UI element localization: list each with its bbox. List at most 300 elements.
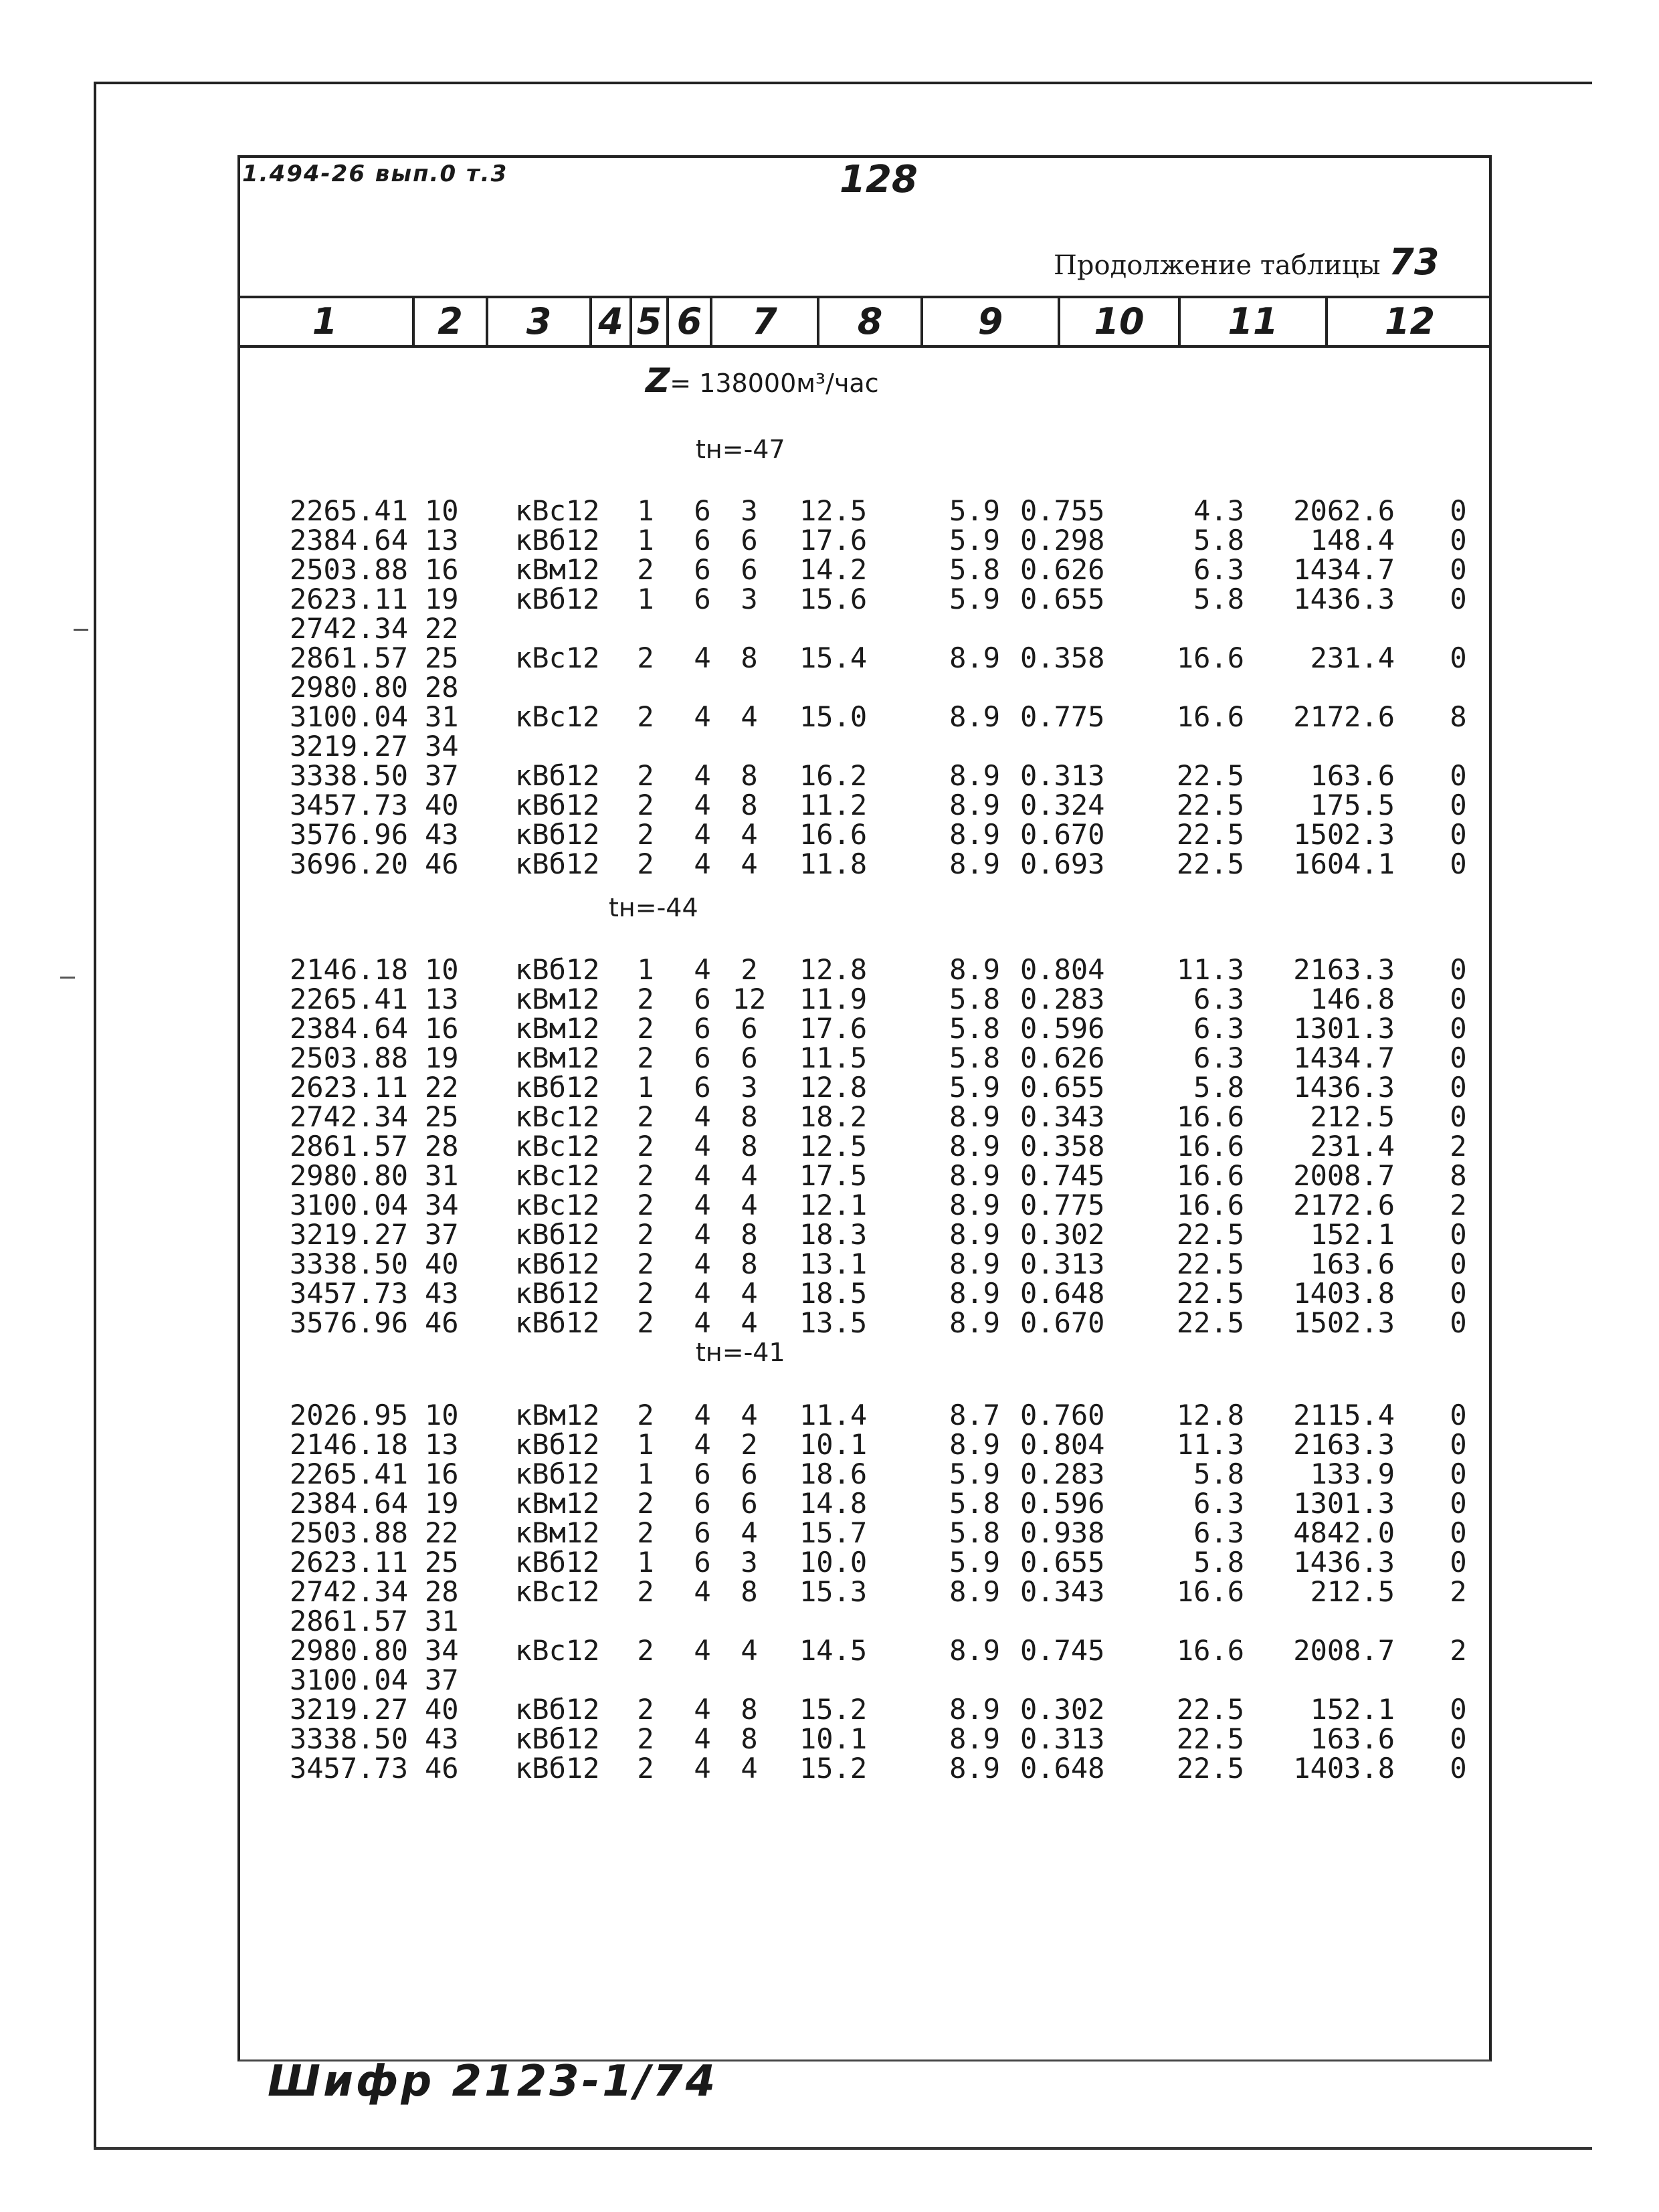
table-cell-col-5: 4 bbox=[694, 1189, 711, 1221]
table-cell-col-10: 6.3 bbox=[1193, 1012, 1244, 1045]
table-cell-col-8: 5.9 bbox=[949, 1546, 1000, 1579]
table-cell-col-11: 152.1 bbox=[1310, 1693, 1395, 1726]
table-cell-col-2: 25 bbox=[425, 1546, 459, 1579]
table-cell-col-10: 22.5 bbox=[1176, 1752, 1244, 1785]
table-cell-col-4: 1 bbox=[637, 583, 654, 615]
table-cell-col-10: 16.6 bbox=[1176, 1634, 1244, 1667]
table-cell-col-9: 0.648 bbox=[1020, 1752, 1105, 1785]
table-cell-col-6: 4 bbox=[741, 1752, 758, 1785]
table-cell-col-7: 14.5 bbox=[799, 1634, 868, 1667]
table-cell-col-11: 2008.7 bbox=[1293, 1159, 1395, 1192]
table-cell-col-5: 6 bbox=[694, 494, 711, 527]
table-cell-col-1: 2503.88 bbox=[289, 1516, 408, 1549]
table-cell-col-9: 0.670 bbox=[1020, 1306, 1105, 1339]
table-row bbox=[0, 1430, 1659, 1460]
table-cell-col-1: 2623.11 bbox=[289, 583, 408, 615]
table-cell-col-12: 0 bbox=[1450, 1752, 1467, 1785]
table-cell-col-5: 6 bbox=[694, 524, 711, 557]
table-cell-col-10: 5.8 bbox=[1193, 1457, 1244, 1490]
table-cell-col-7: 10.0 bbox=[799, 1546, 868, 1579]
table-cell-col-8: 8.9 bbox=[949, 1277, 1000, 1310]
table-cell-col-3: кВс12 bbox=[515, 1159, 600, 1192]
table-cell-col-7: 12.8 bbox=[799, 953, 868, 986]
table-cell-col-10: 22.5 bbox=[1176, 1693, 1244, 1726]
flow-rate-heading bbox=[646, 361, 879, 400]
table-cell-col-5: 4 bbox=[694, 1752, 711, 1785]
table-cell-col-7: 10.1 bbox=[799, 1428, 868, 1461]
table-cell-col-3: кВб12 bbox=[515, 1457, 600, 1490]
table-cell-col-2: 40 bbox=[425, 1693, 459, 1726]
table-cell-col-1: 3696.20 bbox=[289, 847, 408, 880]
table-row bbox=[0, 555, 1659, 585]
table-cell-col-8: 8.9 bbox=[949, 847, 1000, 880]
table-cell-col-9: 0.775 bbox=[1020, 700, 1105, 733]
table-cell-col-12: 0 bbox=[1450, 1722, 1467, 1755]
table-cell-col-8: 8.9 bbox=[949, 1634, 1000, 1667]
table-number: 73 bbox=[1389, 241, 1440, 283]
table-cell-col-9: 0.596 bbox=[1020, 1012, 1105, 1045]
table-cell-col-9: 0.775 bbox=[1020, 1189, 1105, 1221]
table-cell-col-7: 15.6 bbox=[799, 583, 868, 615]
table-cell-col-9: 0.655 bbox=[1020, 1546, 1105, 1579]
table-cell-col-10: 16.6 bbox=[1176, 1100, 1244, 1133]
table-cell-col-3: кВс12 bbox=[515, 1130, 600, 1163]
table-cell-col-5: 6 bbox=[694, 983, 711, 1015]
table-row bbox=[0, 955, 1659, 985]
table-row bbox=[0, 1577, 1659, 1607]
table-cell-col-9: 0.313 bbox=[1020, 759, 1105, 792]
table-cell-col-1: 2623.11 bbox=[289, 1546, 408, 1579]
table-row bbox=[0, 526, 1659, 555]
table-cell-col-9: 0.302 bbox=[1020, 1693, 1105, 1726]
table-cell-col-4: 1 bbox=[637, 1546, 654, 1579]
table-cell-col-8: 8.9 bbox=[949, 953, 1000, 986]
table-cell-col-2: 43 bbox=[425, 1277, 459, 1310]
table-cell-col-6: 8 bbox=[741, 1130, 758, 1163]
table-cell-col-4: 2 bbox=[637, 641, 654, 674]
table-cell-col-11: 231.4 bbox=[1310, 1130, 1395, 1163]
table-cell-col-6: 2 bbox=[741, 953, 758, 986]
table-cell-col-5: 4 bbox=[694, 1130, 711, 1163]
table-cell-col-7: 11.2 bbox=[799, 789, 868, 821]
table-cell-col-9: 0.745 bbox=[1020, 1159, 1105, 1192]
column-header: 8 bbox=[819, 298, 923, 345]
table-cell-col-11: 1436.3 bbox=[1293, 583, 1395, 615]
table-cell-col-4: 2 bbox=[637, 1218, 654, 1251]
table-cell-col-12: 0 bbox=[1450, 789, 1467, 821]
continuation-text: Продолжение таблицы bbox=[1054, 250, 1381, 281]
table-cell-col-5: 6 bbox=[694, 1012, 711, 1045]
table-cell-col-11: 175.5 bbox=[1310, 789, 1395, 821]
flow-symbol: Z bbox=[646, 361, 670, 400]
table-cell-col-7: 15.4 bbox=[799, 641, 868, 674]
column-header: 1 bbox=[237, 298, 415, 345]
table-cell-col-5: 4 bbox=[694, 1428, 711, 1461]
table-cell-col-8: 8.7 bbox=[949, 1399, 1000, 1431]
table-cell-col-1: 3338.50 bbox=[289, 759, 408, 792]
table-cell-col-10: 22.5 bbox=[1176, 818, 1244, 851]
table-cell-col-3: кВс12 bbox=[515, 1189, 600, 1221]
table-cell-col-6: 6 bbox=[741, 524, 758, 557]
table-cell-col-12: 0 bbox=[1450, 1428, 1467, 1461]
table-cell-col-8: 8.9 bbox=[949, 818, 1000, 851]
table-row bbox=[0, 1724, 1659, 1754]
table-cell-col-3: кВм12 bbox=[515, 1041, 600, 1074]
table-row bbox=[0, 1132, 1659, 1161]
table-cell-col-1: 3219.27 bbox=[289, 1218, 408, 1251]
table-cell-col-3: кВб12 bbox=[515, 583, 600, 615]
table-cell-col-4: 2 bbox=[637, 1159, 654, 1192]
table-cell-col-4: 2 bbox=[637, 1693, 654, 1726]
table-cell-col-3: кВс12 bbox=[515, 641, 600, 674]
table-cell-col-8: 8.9 bbox=[949, 1575, 1000, 1608]
table-cell-col-2: 22 bbox=[425, 1071, 459, 1104]
table-cell-col-11: 163.6 bbox=[1310, 759, 1395, 792]
table-row bbox=[0, 496, 1659, 526]
table-cell-col-7: 15.7 bbox=[799, 1516, 868, 1549]
column-header: 10 bbox=[1060, 298, 1181, 345]
table-cell-col-3: кВб12 bbox=[515, 953, 600, 986]
table-cell-col-6: 6 bbox=[741, 1457, 758, 1490]
table-row bbox=[0, 1457, 1659, 1490]
table-cell-col-5: 4 bbox=[694, 1693, 711, 1726]
table-cell-col-6: 4 bbox=[741, 1189, 758, 1221]
table-cell-col-4: 2 bbox=[637, 1487, 654, 1520]
table-row bbox=[0, 1161, 1659, 1191]
table-cell-col-10: 16.6 bbox=[1176, 1130, 1244, 1163]
table-cell-col-7: 12.1 bbox=[799, 1189, 868, 1221]
table-cell-col-7: 15.2 bbox=[799, 1752, 868, 1785]
table-cell-col-1: 2026.95 bbox=[289, 1399, 408, 1431]
table-cell-col-6: 4 bbox=[741, 1634, 758, 1667]
table-row bbox=[0, 1043, 1659, 1073]
table-cell-col-7: 18.3 bbox=[799, 1218, 868, 1251]
table-cell-col-5: 4 bbox=[694, 847, 711, 880]
table-cell-col-3: кВм12 bbox=[515, 1012, 600, 1045]
section-temperature-label: tн=-44 bbox=[609, 893, 698, 922]
table-row bbox=[0, 614, 1659, 643]
table-cell-col-12: 2 bbox=[1450, 1634, 1467, 1667]
table-cell-col-1: 2146.18 bbox=[289, 953, 408, 986]
flow-value: 138000м³/час bbox=[699, 369, 879, 398]
table-row bbox=[0, 849, 1659, 879]
table-cell-col-3: кВб12 bbox=[515, 1693, 600, 1726]
table-cell-col-10: 22.5 bbox=[1176, 789, 1244, 821]
table-row bbox=[0, 1279, 1659, 1308]
table-cell-col-8: 5.8 bbox=[949, 983, 1000, 1015]
table-cell-col-9: 0.804 bbox=[1020, 1428, 1105, 1461]
table-cell-col-7: 11.9 bbox=[799, 983, 868, 1015]
table-cell-col-8: 5.8 bbox=[949, 1012, 1000, 1045]
table-cell-col-12: 0 bbox=[1450, 1516, 1467, 1549]
table-cell-col-9: 0.343 bbox=[1020, 1575, 1105, 1608]
table-cell-col-11: 2062.6 bbox=[1293, 494, 1395, 527]
table-cell-col-6: 8 bbox=[741, 1218, 758, 1251]
table-cell-col-9: 0.302 bbox=[1020, 1218, 1105, 1251]
table-cell-col-5: 6 bbox=[694, 1516, 711, 1549]
table-cell-col-6: 8 bbox=[741, 759, 758, 792]
table-row bbox=[0, 1308, 1659, 1338]
table-cell-col-9: 0.693 bbox=[1020, 847, 1105, 880]
table-cell-col-2: 34 bbox=[425, 730, 459, 763]
table-cell-col-4: 2 bbox=[637, 1277, 654, 1310]
table-cell-col-11: 163.6 bbox=[1310, 1722, 1395, 1755]
table-cell-col-1: 3338.50 bbox=[289, 1247, 408, 1280]
table-cell-col-3: кВм12 bbox=[515, 1399, 600, 1431]
table-cell-col-3: кВб12 bbox=[515, 1218, 600, 1251]
table-cell-col-2: 46 bbox=[425, 1306, 459, 1339]
table-cell-col-4: 1 bbox=[637, 1457, 654, 1490]
table-cell-col-9: 0.283 bbox=[1020, 1457, 1105, 1490]
table-cell-col-1: 2861.57 bbox=[289, 641, 408, 674]
table-cell-col-2: 28 bbox=[425, 1575, 459, 1608]
table-cell-col-10: 16.6 bbox=[1176, 641, 1244, 674]
table-cell-col-11: 2163.3 bbox=[1293, 1428, 1395, 1461]
table-cell-col-2: 22 bbox=[425, 1516, 459, 1549]
table-cell-col-6: 2 bbox=[741, 1428, 758, 1461]
table-cell-col-6: 3 bbox=[741, 583, 758, 615]
table-cell-col-6: 8 bbox=[741, 789, 758, 821]
table-cell-col-4: 2 bbox=[637, 789, 654, 821]
table-cell-col-10: 6.3 bbox=[1193, 1487, 1244, 1520]
table-cell-col-1: 3576.96 bbox=[289, 818, 408, 851]
table-cell-col-9: 0.358 bbox=[1020, 1130, 1105, 1163]
table-cell-col-1: 3219.27 bbox=[289, 730, 408, 763]
table-cell-col-8: 5.8 bbox=[949, 553, 1000, 586]
table-cell-col-12: 2 bbox=[1450, 1130, 1467, 1163]
table-cell-col-9: 0.358 bbox=[1020, 641, 1105, 674]
table-cell-col-1: 3100.04 bbox=[289, 1664, 408, 1696]
table-row bbox=[0, 1636, 1659, 1666]
column-header: 12 bbox=[1384, 300, 1436, 342]
table-cell-col-12: 0 bbox=[1450, 1071, 1467, 1104]
table-cell-col-8: 8.9 bbox=[949, 1218, 1000, 1251]
table-cell-col-7: 10.1 bbox=[799, 1722, 868, 1755]
table-cell-col-8: 5.9 bbox=[949, 1071, 1000, 1104]
table-cell-col-2: 25 bbox=[425, 641, 459, 674]
table-cell-col-3: кВм12 bbox=[515, 983, 600, 1015]
table-cell-col-2: 46 bbox=[425, 1752, 459, 1785]
table-cell-col-3: кВб12 bbox=[515, 1428, 600, 1461]
table-cell-col-3: кВб12 bbox=[515, 789, 600, 821]
table-cell-col-10: 5.8 bbox=[1193, 524, 1244, 557]
table-row bbox=[0, 1607, 1659, 1636]
table-row bbox=[0, 1220, 1659, 1249]
table-row bbox=[0, 1102, 1659, 1132]
table-cell-col-11: 1434.7 bbox=[1293, 1041, 1395, 1074]
table-cell-col-9: 0.804 bbox=[1020, 953, 1105, 986]
table-cell-col-10: 16.6 bbox=[1176, 1159, 1244, 1192]
table-cell-col-5: 4 bbox=[694, 1100, 711, 1133]
table-cell-col-6: 8 bbox=[741, 1722, 758, 1755]
table-cell-col-1: 3457.73 bbox=[289, 789, 408, 821]
table-cell-col-10: 22.5 bbox=[1176, 759, 1244, 792]
table-cell-col-8: 8.9 bbox=[949, 1693, 1000, 1726]
table-cell-col-12: 0 bbox=[1450, 494, 1467, 527]
table-cell-col-10: 6.3 bbox=[1193, 1041, 1244, 1074]
table-cell-col-10: 6.3 bbox=[1193, 983, 1244, 1015]
table-cell-col-12: 0 bbox=[1450, 1100, 1467, 1133]
table-cell-col-9: 0.626 bbox=[1020, 1041, 1105, 1074]
table-cell-col-4: 1 bbox=[637, 953, 654, 986]
table-cell-col-6: 8 bbox=[741, 1100, 758, 1133]
table-cell-col-8: 8.9 bbox=[949, 1100, 1000, 1133]
table-cell-col-2: 22 bbox=[425, 612, 459, 645]
table-cell-col-4: 2 bbox=[637, 1575, 654, 1608]
table-cell-col-11: 1436.3 bbox=[1293, 1546, 1395, 1579]
table-cell-col-10: 5.8 bbox=[1193, 1546, 1244, 1579]
table-cell-col-2: 19 bbox=[425, 583, 459, 615]
table-cell-col-1: 2503.88 bbox=[289, 1041, 408, 1074]
table-cell-col-1: 2265.41 bbox=[289, 983, 408, 1015]
table-cell-col-7: 16.6 bbox=[799, 818, 868, 851]
table-cell-col-4: 1 bbox=[637, 494, 654, 527]
table-cell-col-11: 1434.7 bbox=[1293, 553, 1395, 586]
table-cell-col-11: 133.9 bbox=[1310, 1457, 1395, 1490]
table-cell-col-12: 0 bbox=[1450, 641, 1467, 674]
table-cell-col-5: 4 bbox=[694, 700, 711, 733]
table-cell-col-6: 4 bbox=[741, 1277, 758, 1310]
table-cell-col-12: 0 bbox=[1450, 583, 1467, 615]
table-cell-col-3: кВб12 bbox=[515, 1546, 600, 1579]
table-cell-col-9: 0.670 bbox=[1020, 818, 1105, 851]
table-cell-col-7: 18.2 bbox=[799, 1100, 868, 1133]
table-cell-col-10: 22.5 bbox=[1176, 1306, 1244, 1339]
table-cell-col-1: 3219.27 bbox=[289, 1693, 408, 1726]
table-cell-col-6: 3 bbox=[741, 1071, 758, 1104]
table-cell-col-11: 231.4 bbox=[1310, 641, 1395, 674]
table-cell-col-12: 0 bbox=[1450, 1487, 1467, 1520]
table-cell-col-4: 2 bbox=[637, 1100, 654, 1133]
table-cell-col-8: 8.9 bbox=[949, 1189, 1000, 1221]
table-cell-col-3: кВб12 bbox=[515, 1247, 600, 1280]
table-cell-col-12: 0 bbox=[1450, 1306, 1467, 1339]
table-cell-col-8: 8.9 bbox=[949, 1722, 1000, 1755]
table-cell-col-11: 212.5 bbox=[1310, 1100, 1395, 1133]
table-cell-col-5: 6 bbox=[694, 1457, 711, 1490]
table-cell-col-6: 8 bbox=[741, 1693, 758, 1726]
table-cell-col-2: 37 bbox=[425, 759, 459, 792]
table-cell-col-3: кВб12 bbox=[515, 847, 600, 880]
table-cell-col-1: 2265.41 bbox=[289, 494, 408, 527]
table-row bbox=[0, 673, 1659, 702]
table-cell-col-4: 2 bbox=[637, 1516, 654, 1549]
table-cell-col-2: 43 bbox=[425, 818, 459, 851]
table-cell-col-3: кВс12 bbox=[515, 1100, 600, 1133]
table-cell-col-10: 22.5 bbox=[1176, 847, 1244, 880]
table-cell-col-3: кВб12 bbox=[515, 524, 600, 557]
table-cell-col-4: 2 bbox=[637, 1247, 654, 1280]
table-cell-col-11: 152.1 bbox=[1310, 1218, 1395, 1251]
table-cell-col-12: 2 bbox=[1450, 1189, 1467, 1221]
outer-frame-bottom bbox=[94, 2147, 1592, 2150]
table-cell-col-1: 3457.73 bbox=[289, 1277, 408, 1310]
table-cell-col-1: 3457.73 bbox=[289, 1752, 408, 1785]
table-cell-col-7: 14.2 bbox=[799, 553, 868, 586]
table-cell-col-2: 16 bbox=[425, 1457, 459, 1490]
table-cell-col-4: 1 bbox=[637, 1071, 654, 1104]
table-cell-col-8: 8.9 bbox=[949, 759, 1000, 792]
table-cell-col-12: 0 bbox=[1450, 1012, 1467, 1045]
table-cell-col-11: 146.8 bbox=[1310, 983, 1395, 1015]
table-cell-col-7: 14.8 bbox=[799, 1487, 868, 1520]
table-cell-col-12: 0 bbox=[1450, 1277, 1467, 1310]
table-cell-col-10: 6.3 bbox=[1193, 1516, 1244, 1549]
table-cell-col-11: 1502.3 bbox=[1293, 1306, 1395, 1339]
table-cell-col-9: 0.626 bbox=[1020, 553, 1105, 586]
table-cell-col-12: 0 bbox=[1450, 983, 1467, 1015]
table-cell-col-4: 2 bbox=[637, 1399, 654, 1431]
table-cell-col-10: 12.8 bbox=[1176, 1399, 1244, 1431]
table-cell-col-10: 22.5 bbox=[1176, 1277, 1244, 1310]
table-cell-col-2: 31 bbox=[425, 1605, 459, 1637]
table-cell-col-7: 17.6 bbox=[799, 524, 868, 557]
table-cell-col-2: 28 bbox=[425, 1130, 459, 1163]
table-cell-col-3: кВм12 bbox=[515, 1487, 600, 1520]
table-row bbox=[0, 1489, 1659, 1518]
table-cell-col-1: 2384.64 bbox=[289, 1487, 408, 1520]
table-cell-col-1: 2265.41 bbox=[289, 1457, 408, 1490]
table-cell-col-7: 12.5 bbox=[799, 494, 868, 527]
table-cell-col-1: 2742.34 bbox=[289, 612, 408, 645]
table-cell-col-4: 2 bbox=[637, 1306, 654, 1339]
column-header: 11 bbox=[1181, 298, 1328, 345]
table-cell-col-6: 12 bbox=[732, 983, 767, 1015]
table-cell-col-12: 0 bbox=[1450, 1457, 1467, 1490]
table-cell-col-6: 8 bbox=[741, 1247, 758, 1280]
table-cell-col-11: 1403.8 bbox=[1293, 1277, 1395, 1310]
table-cell-col-7: 15.3 bbox=[799, 1575, 868, 1608]
outer-frame-top bbox=[94, 82, 1592, 84]
table-cell-col-4: 2 bbox=[637, 553, 654, 586]
table-cell-col-8: 8.9 bbox=[949, 1306, 1000, 1339]
table-cell-col-5: 4 bbox=[694, 1722, 711, 1755]
column-header: 4 bbox=[592, 298, 632, 345]
table-cell-col-11: 1301.3 bbox=[1293, 1487, 1395, 1520]
table-cell-col-11: 2163.3 bbox=[1293, 953, 1395, 986]
table-cell-col-4: 2 bbox=[637, 759, 654, 792]
table-cell-col-2: 16 bbox=[425, 1012, 459, 1045]
column-header: 5 bbox=[632, 298, 669, 345]
table-cell-col-11: 1604.1 bbox=[1293, 847, 1395, 880]
table-cell-col-10: 16.6 bbox=[1176, 1189, 1244, 1221]
table-cell-col-2: 34 bbox=[425, 1634, 459, 1667]
table-row bbox=[0, 761, 1659, 791]
table-cell-col-7: 17.6 bbox=[799, 1012, 868, 1045]
table-cell-col-2: 28 bbox=[425, 671, 459, 704]
table-cell-col-12: 0 bbox=[1450, 1041, 1467, 1074]
table-cell-col-10: 22.5 bbox=[1176, 1247, 1244, 1280]
table-cell-col-1: 2623.11 bbox=[289, 1071, 408, 1104]
table-cell-col-12: 8 bbox=[1450, 1159, 1467, 1192]
table-row bbox=[0, 1249, 1659, 1279]
table-cell-col-1: 3100.04 bbox=[289, 1189, 408, 1221]
table-cell-col-8: 5.9 bbox=[949, 494, 1000, 527]
column-header: 6 bbox=[669, 298, 712, 345]
table-cell-col-8: 8.9 bbox=[949, 641, 1000, 674]
table-cell-col-12: 2 bbox=[1450, 1575, 1467, 1608]
table-cell-col-9: 0.655 bbox=[1020, 1071, 1105, 1104]
table-cell-col-12: 0 bbox=[1450, 524, 1467, 557]
table-cell-col-12: 8 bbox=[1450, 700, 1467, 733]
section-temperature-label: tн=-41 bbox=[696, 1338, 785, 1367]
table-cell-col-8: 8.9 bbox=[949, 1130, 1000, 1163]
table-cell-col-1: 2384.64 bbox=[289, 1012, 408, 1045]
table-cell-col-6: 4 bbox=[741, 1516, 758, 1549]
table-cell-col-8: 8.9 bbox=[949, 1752, 1000, 1785]
table-cell-col-2: 34 bbox=[425, 1189, 459, 1221]
table-cell-col-1: 2742.34 bbox=[289, 1100, 408, 1133]
